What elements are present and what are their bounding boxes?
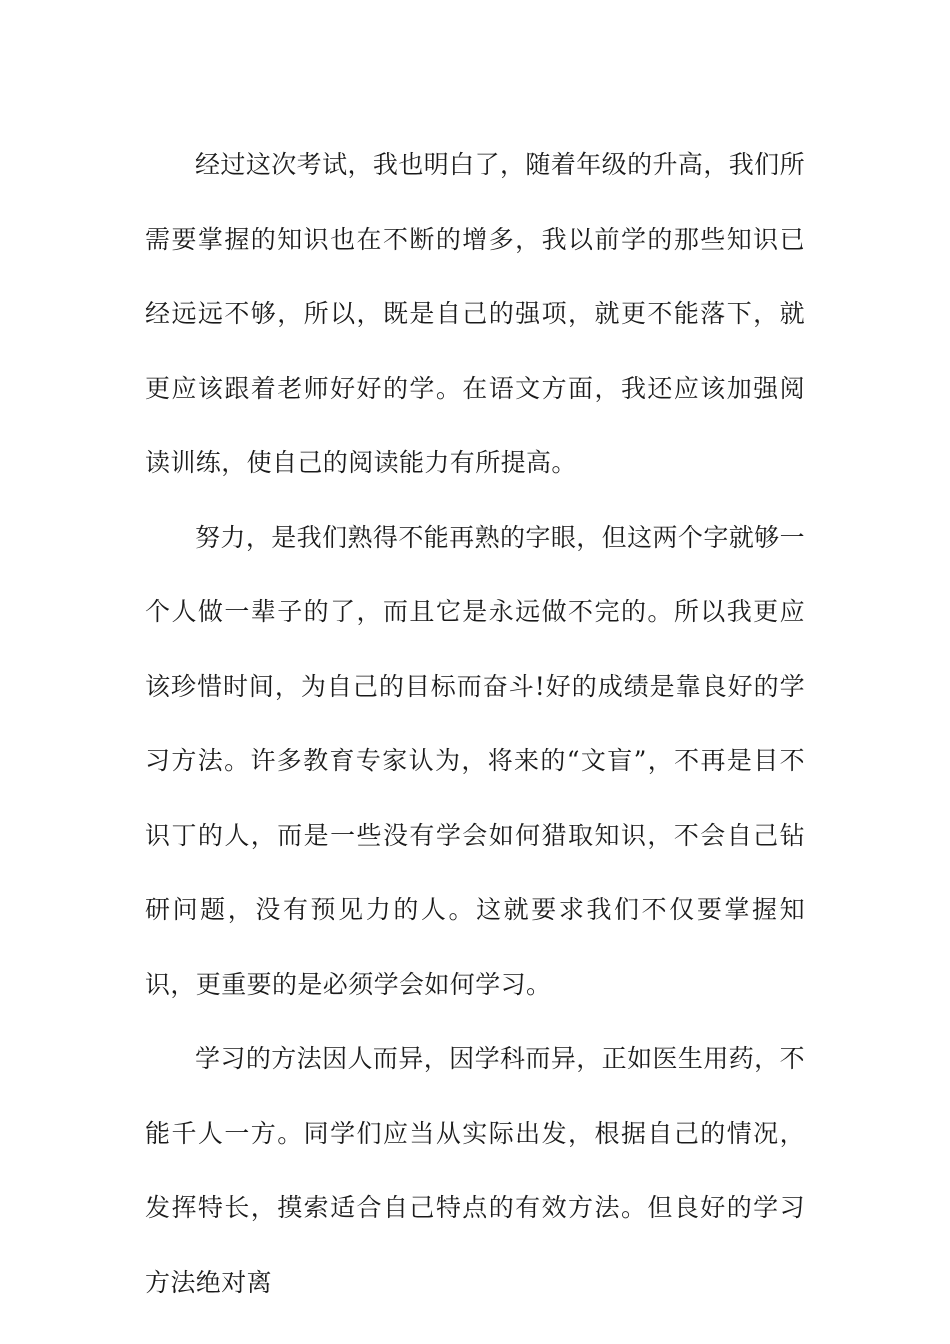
paragraph-2: 努力，是我们熟得不能再熟的字眼，但这两个字就够一个人做一辈子的了，而且它是永远做不完的。所以我更应该珍惜时间，为自己的目标而奋斗!好的成绩是靠良好的学习方法。许多教育专家认为，将来的“文盲”，不再是目不识丁的人，而是一些没有学会如何猎取知识，不会自己钻研问题，没有预见力的人。这就要求我们不仅要掌握知识，更重要的是必须学会如何学习。 <box>145 522 805 999</box>
paragraph-1: 经过这次考试，我也明白了，随着年级的升高，我们所需要掌握的知识也在不断的增多，我以前学的那些知识已经远远不够，所以，既是自己的强项，就更不能落下，就更应该跟着老师好好的学。在语文方面，我还应该加强阅读训练，使自己的阅读能力有所提高。 <box>145 150 805 477</box>
paragraph-3: 学习的方法因人而异，因学科而异，正如医生用药，不能千人一方。同学们应当从实际出发，根据自己的情况，发挥特长，摸索适合自己特点的有效方法。但良好的学习方法绝对离 <box>145 1044 805 1297</box>
document-body <box>145 128 805 1320</box>
